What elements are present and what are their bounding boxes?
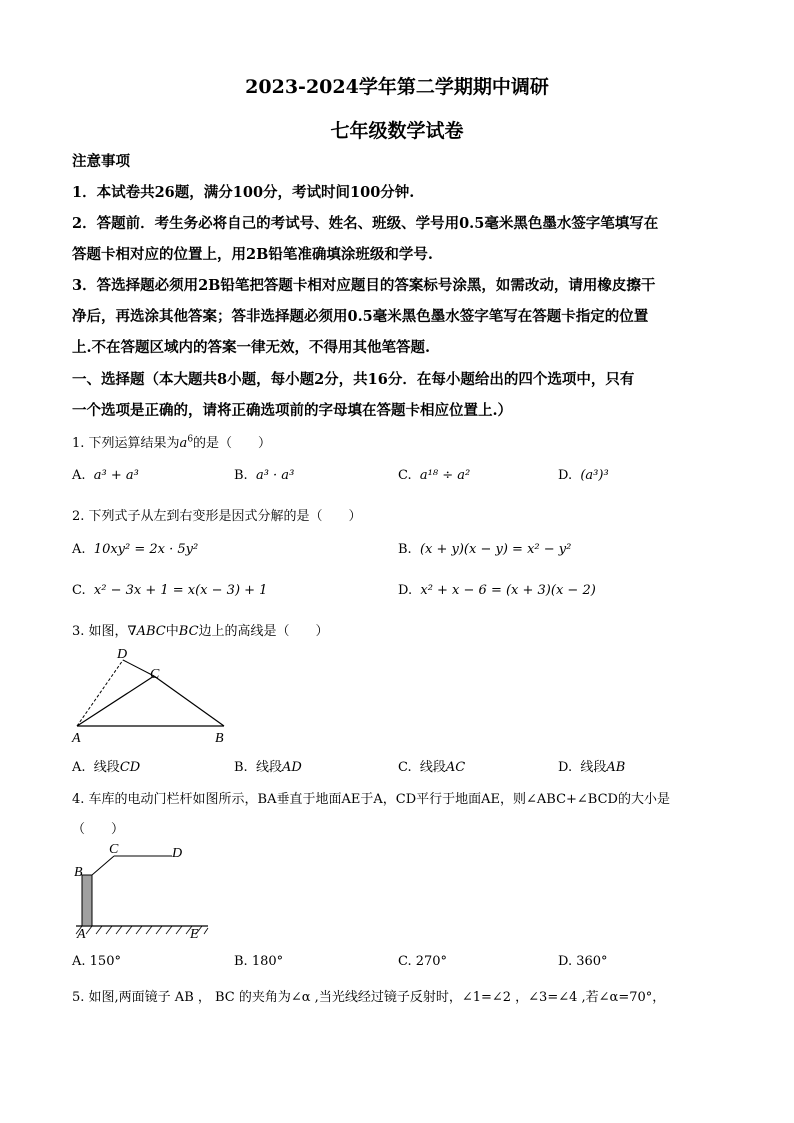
q1-stem-pre: 1. 下列运算结果为: [72, 436, 180, 451]
q4-option-c: C. 270°: [398, 954, 448, 969]
q3-option-c-text: 线段: [419, 760, 446, 775]
q3-label-b: B: [215, 731, 224, 746]
q1-option-c-label: C.: [398, 468, 412, 483]
q4-label-e: E: [190, 927, 199, 942]
exam-title: 2023-2024学年第二学期期中调研: [245, 76, 549, 98]
q1-option-a-label: A.: [72, 468, 86, 483]
q2-option-c-expr: x² − 3x + 1 = x(x − 3) + 1: [93, 583, 268, 598]
q3-label-c: C: [150, 667, 160, 682]
q5-stem: 5. 如图,两面镜子 AB ， BC 的夹角为∠α ,当光线经过镜子反射时，∠1=∠2 ，∠3=∠4 ,若∠α=70°，: [72, 990, 666, 1005]
q3-option-a-seg: CD: [119, 760, 141, 775]
q3-stem-post: 边上的高线是（ ）: [198, 624, 329, 639]
q4-label-a: A: [77, 927, 86, 942]
q1-stem-post: 的是（ ）: [193, 436, 272, 451]
q1-option-b: [234, 468, 294, 483]
q3-option-a-text: 线段: [93, 760, 120, 775]
exam-subtitle: 七年级数学试卷: [330, 120, 464, 142]
q3-option-b-label: B.: [234, 760, 248, 775]
q3-label-a: A: [72, 731, 81, 746]
q3-dashed-ad: [77, 660, 123, 726]
q3-segment-ac: [77, 676, 154, 726]
q1-option-b-label: B.: [234, 468, 248, 483]
q2-option-c: [72, 583, 267, 598]
q4-ground-hatching: [76, 926, 208, 934]
q4-label-d: D: [172, 846, 183, 861]
q1-option-d-label: D.: [558, 468, 573, 483]
q1-option-c: [398, 468, 470, 483]
q4-option-a: A. 150°: [72, 954, 121, 969]
q4-label-c: C: [109, 842, 119, 857]
q1-option-d: [558, 468, 609, 483]
q2-option-a-expr: 10xy² = 2x · 5y²: [93, 542, 199, 557]
q3-stem-bc: BC: [178, 624, 199, 639]
notice-item-2-line-1: 2．答题前．考生务必将自己的考试号、姓名、班级、学号用0.5毫米黑色墨水签字笔填写在: [72, 215, 659, 232]
q3-option-a-label: A.: [72, 760, 86, 775]
q3-label-d: D: [117, 647, 128, 662]
q1-stem-var: a: [179, 436, 188, 451]
q4-stem-line-2: （ ）: [72, 822, 125, 837]
notice-item-3-line-2: 净后，再选涂其他答案；答非选择题必须用0.5毫米黑色墨水签字笔写在答题卡指定的位置: [72, 308, 649, 325]
q3-option-c-seg: AC: [445, 760, 466, 775]
q3-option-b-text: 线段: [255, 760, 282, 775]
q3-option-b-seg: AD: [281, 760, 302, 775]
q2-option-a: [72, 542, 198, 557]
q2-option-a-label: A.: [72, 542, 86, 557]
q3-stem-pre: 3. 如图，: [72, 624, 128, 639]
q1-option-d-expr: (a³)³: [580, 468, 609, 483]
q2-option-b: [398, 542, 571, 557]
q4-segment-bc: [92, 856, 114, 875]
notice-item-3-line-3: 上.不在答题区域内的答案一律无效，不得用其他笔答题.: [72, 339, 431, 356]
q3-option-d-label: D.: [558, 760, 573, 775]
q3-stem-triangle: ∇ABC: [127, 624, 166, 639]
q4-option-d: D. 360°: [558, 954, 608, 969]
q2-option-c-label: C.: [72, 583, 86, 598]
q2-option-b-expr: (x + y)(x − y) = x² − y²: [419, 542, 572, 557]
q1-option-b-expr: a³ · a³: [255, 468, 295, 483]
section1-intro-line-2: 一个选项是正确的，请将正确选项前的字母填在答题卡相应位置上.）: [72, 402, 513, 419]
q2-option-d-expr: x² + x − 6 = (x + 3)(x − 2): [420, 583, 596, 598]
q3-option-a: [72, 756, 140, 775]
q2-stem: 2. 下列式子从左到右变形是因式分解的是（ ）: [72, 509, 362, 524]
notice-heading: 注意事项: [72, 153, 130, 170]
notice-item-1: 1．本试卷共26题，满分100分，考试时间100分钟.: [72, 184, 415, 201]
q4-gate-figure: [68, 838, 218, 942]
q3-option-c: [398, 756, 465, 775]
q1-option-a-expr: a³ + a³: [93, 468, 139, 483]
q4-label-b: B: [74, 865, 83, 880]
notice-item-2-line-2: 答题卡相对应的位置上，用2B铅笔准确填涂班级和学号.: [72, 246, 433, 263]
section1-intro-line-1: 一、选择题（本大题共8小题，每小题2分，共16分．在每小题给出的四个选项中，只有: [72, 371, 635, 388]
notice-item-3-line-1: 3．答选择题必须用2B铅笔把答题卡相对应题目的答案标号涂黑，如需改动，请用橡皮擦干: [72, 277, 656, 294]
q3-segment-cb: [154, 676, 224, 726]
q4-post-ba: [82, 875, 92, 926]
q2-option-d-label: D.: [398, 583, 413, 598]
q1-stem: [72, 432, 271, 451]
q2-option-b-label: B.: [398, 542, 412, 557]
q4-stem-line-1: 4. 车库的电动门栏杆如图所示，BA垂直于地面AE于A，CD平行于地面AE，则∠ABC+∠BCD的大小是: [72, 792, 670, 807]
q1-option-c-expr: a¹⁸ ÷ a²: [419, 468, 471, 483]
q3-option-b: [234, 756, 302, 775]
q3-option-d-text: 线段: [580, 760, 607, 775]
q1-option-a: [72, 468, 139, 483]
q3-stem: [72, 620, 329, 639]
q3-option-d-seg: AB: [606, 760, 626, 775]
q3-option-d: [558, 756, 625, 775]
q3-stem-mid: 中: [165, 624, 179, 639]
q3-triangle-figure: [68, 640, 248, 748]
q4-option-b: B. 180°: [234, 954, 284, 969]
q1-stem-exp: 6: [187, 434, 194, 445]
q3-option-c-label: C.: [398, 760, 412, 775]
q2-option-d: [398, 583, 596, 598]
